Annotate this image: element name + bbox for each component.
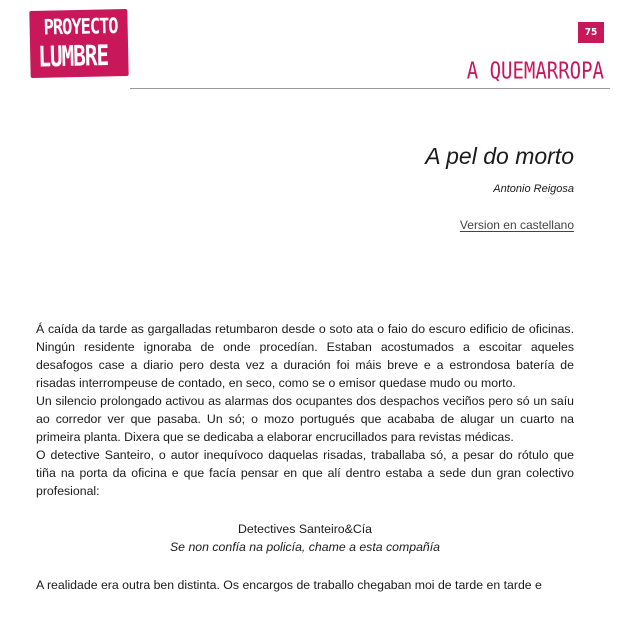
body-paragraph: Á caída da tarde as gargalladas retumbaron desde o soto ata o faio do escuro edificio de oficinas. Ningún residente ignoraba de onde procedían. Estaban acostumados a escoitar aqueles desafogos case a diario pero desta vez a duración foi máis breve e a estrondosa batería de risadas interrompeuse de contado, en seco, como se o emisor quedase mudo ou morto. [36, 322, 574, 390]
logo-text-top: PROYECTO [43, 14, 118, 41]
body-paragraph: A realidade era outra ben distinta. Os encargos de traballo chegaban moi de tarde en tarde e [36, 578, 542, 592]
castellano-version-link[interactable]: Version en castellano [459, 218, 574, 232]
page-number-badge: 75 [578, 22, 604, 43]
sign-line-name: Detectives Santeiro&Cía [238, 522, 372, 536]
logo-text-bottom: LUMBRE [37, 39, 109, 74]
header-divider [130, 88, 610, 89]
section-title: A QUEMARROPA [466, 58, 604, 85]
sign-line-slogan: Se non confía na policía, chame a esta compañía [169, 540, 441, 554]
office-sign [36, 520, 574, 556]
article-body [36, 320, 574, 594]
article-title: A pel do morto [425, 143, 574, 169]
body-paragraph: O detective Santeiro, o autor inequívoco daquelas risadas, traballaba só, a pesar do rótulo que tiña na porta da oficina e que facía pensar en que alí dentro estaba a sede dun gran colectivo profesional: [36, 448, 574, 498]
article-author: Antonio Reigosa [493, 183, 574, 195]
proyecto-lumbre-logo[interactable] [29, 9, 128, 78]
body-paragraph: Un silencio prolongado activou as alarmas dos ocupantes dos despachos veciños pero só un saíu ao corredor ver que pasaba. Un só; o mozo portugués que acababa de alugar un cuarto na primeira planta. Dixera que se dedicaba a elaborar encrucillados para revistas médicas. [36, 394, 574, 444]
